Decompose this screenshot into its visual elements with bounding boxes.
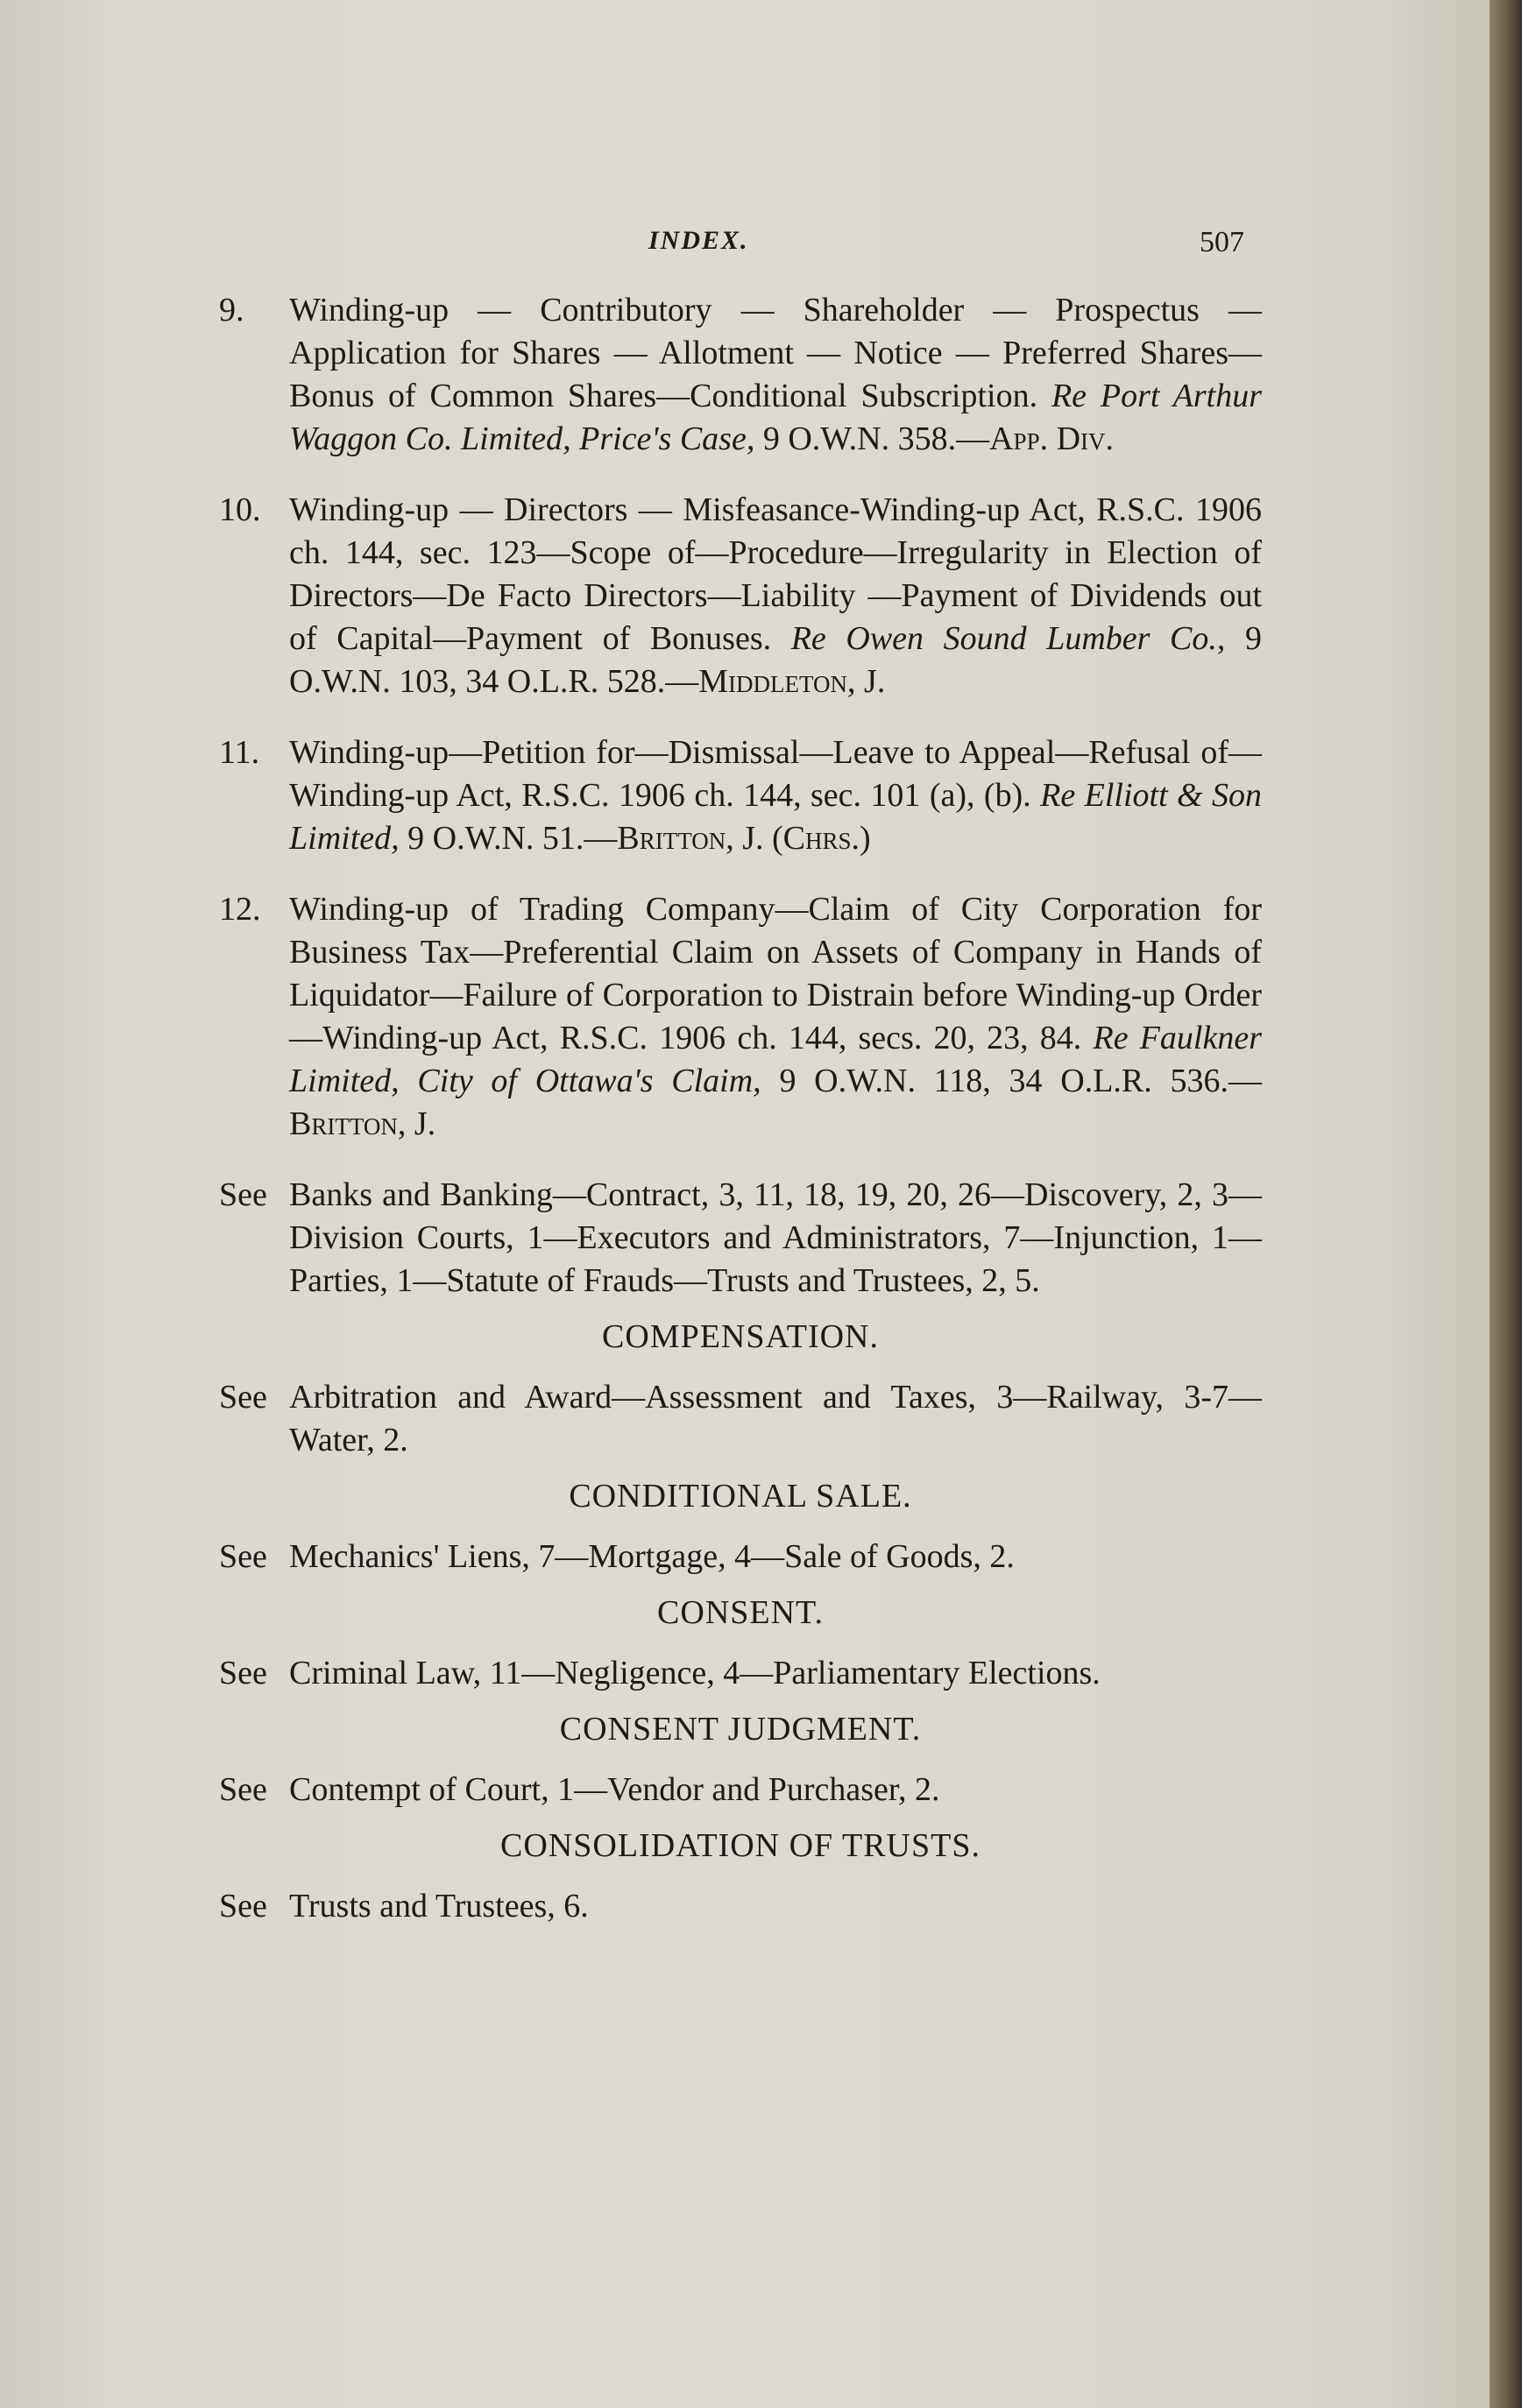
entry-summary: Winding-up — Directors — Misfeasance-Winding-up Act, R.S.C. 1906 ch. 144, sec. 123—Scope of—Procedure—Irregularity in Election of Directors—De Facto Directors—Liability —Payment of Dividends out of Capital—Payment of Bonuses. [289,491,1262,657]
index-entry-11 [219,731,1262,860]
see-also-consent-judgment [219,1769,1262,1811]
index-entry-10 [219,489,1262,703]
see-also-conditional-sale [219,1536,1262,1578]
citation: 9 O.W.N. 51.— [407,820,618,857]
see-word: See [219,1771,267,1808]
case-name: Re Elliott & Son Limited, [289,777,1262,857]
case-name: Re Port Arthur Waggon Co. Limited, Price's Case, [289,378,1263,457]
see-also-consent [219,1652,1262,1695]
section-heading-compensation: COMPENSATION. [602,1318,879,1355]
entry-number: 9. [219,292,244,328]
court-or-judge: App. Div. [989,420,1115,457]
see-word: See [219,1176,267,1213]
citation: 9 O.W.N. 118, 34 O.L.R. 536.— [779,1063,1262,1099]
entry-number: 11. [219,734,260,771]
index-content [219,289,1262,1940]
court-or-judge: Middleton, J. [698,663,886,700]
section-heading-consolidation-of-trusts: CONSOLIDATION OF TRUSTS. [500,1827,980,1864]
see-references: Mechanics' Liens, 7—Mortgage, 4—Sale of Goods, 2. [289,1538,1015,1575]
page-number: 507 [1200,226,1244,258]
entry-number: 10. [219,491,261,528]
entry-summary: Winding-up — Contributory — Shareholder — Prospectus — Application for Shares — Allotment — Notice — Preferred Shares—Bonus of Common Shares—Conditional Subscription. [289,292,1262,414]
see-word: See [219,1888,267,1924]
see-references: Arbitration and Award—Assessment and Taxes, 3—Railway, 3-7—Water, 2. [289,1379,1262,1458]
entry-body [289,731,1262,860]
case-name: Re Faulkner Limited, City of Ottawa's Claim, [289,1020,1263,1099]
entry-summary: Winding-up—Petition for—Dismissal—Leave to Appeal—Refusal of—Winding-up Act, R.S.C. 1906 ch. 144, sec. 101 (a), (b). [289,734,1262,814]
page-edge-binding [1490,0,1522,2408]
see-references: Banks and Banking—Contract, 3, 11, 18, 19, 20, 26—Discovery, 2, 3—Division Courts, 1—Executors and Administrators, 7—Injunction, 1—Parties, 1—Statute of Frauds—Trusts and Trustees, 2, 5. [289,1176,1262,1299]
index-entry-9 [219,289,1262,461]
see-word: See [219,1379,267,1416]
entry-number: 12. [219,891,261,928]
section-heading-conditional-sale: CONDITIONAL SALE. [569,1478,912,1515]
running-head [263,226,1244,261]
entry-body [289,489,1262,703]
see-word: See [219,1538,267,1575]
entry-body [289,289,1262,461]
citation: 9 O.W.N. 358.— [762,420,990,457]
see-references: Criminal Law, 11—Negligence, 4—Parliamentary Elections. [289,1655,1101,1691]
citation: 9 O.W.N. 103, 34 O.L.R. 528.— [289,620,1262,700]
section-heading-consent: CONSENT. [657,1594,824,1631]
see-also-winding-up [219,1174,1262,1303]
index-entry-12 [219,888,1262,1146]
entry-body [289,888,1262,1146]
court-or-judge: Britton, J. [289,1105,436,1142]
entry-summary: Winding-up of Trading Company—Claim of City Corporation for Business Tax—Preferential Claim on Assets of Company in Hands of Liquidator—Failure of Corporation to Distrain before Winding-up Order—Winding-up Act, R.S.C. 1906 ch. 144, secs. 20, 23, 84. [289,891,1262,1056]
see-references: Trusts and Trustees, 6. [289,1888,589,1924]
case-name: Re Owen Sound Lumber Co., [790,620,1226,657]
see-also-consolidation-of-trusts [219,1885,1262,1928]
see-word: See [219,1655,267,1691]
court-or-judge: Britton, J. (Chrs.) [617,820,871,857]
running-title: INDEX. [648,226,749,255]
see-also-compensation [219,1376,1262,1462]
section-heading-consent-judgment: CONSENT JUDGMENT. [559,1711,922,1748]
see-references: Contempt of Court, 1—Vendor and Purchaser, 2. [289,1771,940,1808]
